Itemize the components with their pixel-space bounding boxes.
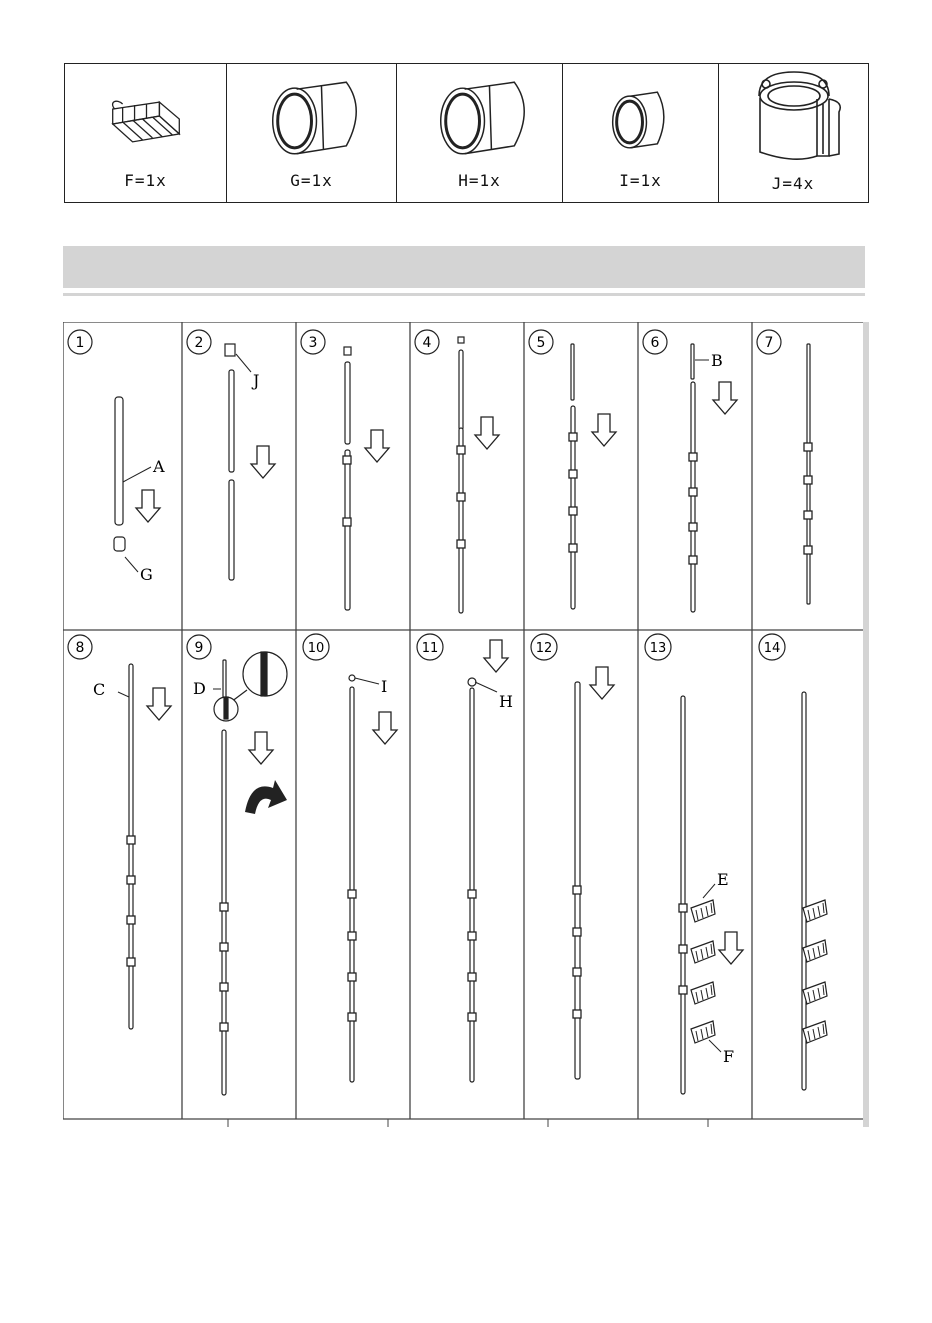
callout-label: B bbox=[711, 351, 723, 370]
step-number: 13 bbox=[649, 641, 667, 656]
callout-label: D bbox=[193, 679, 206, 698]
large-connector-icon bbox=[397, 64, 562, 174]
step-number: 3 bbox=[308, 335, 318, 351]
callout-label: A bbox=[153, 457, 165, 476]
large-connector-icon bbox=[227, 64, 396, 174]
part-cell-g bbox=[227, 64, 397, 202]
parts-table bbox=[64, 63, 869, 203]
small-connector-icon bbox=[563, 64, 718, 174]
step-number: 6 bbox=[650, 335, 660, 351]
part-cell-f bbox=[65, 64, 227, 202]
callout-label: G bbox=[140, 565, 153, 584]
callout-label: I bbox=[381, 677, 388, 696]
section-header-band bbox=[63, 246, 865, 288]
part-label: F=1x bbox=[124, 171, 167, 190]
callout-label: C bbox=[93, 680, 106, 699]
callout-label: F bbox=[723, 1047, 735, 1066]
part-cell-h bbox=[397, 64, 563, 202]
step-number: 11 bbox=[421, 641, 439, 656]
step-number: 9 bbox=[194, 640, 204, 656]
step-number: 12 bbox=[535, 641, 553, 656]
step-number: 1 bbox=[75, 335, 85, 351]
part-label: G=1x bbox=[290, 171, 333, 190]
steps-frame bbox=[63, 322, 869, 1127]
step-number: 7 bbox=[764, 335, 774, 351]
clamp-icon bbox=[719, 64, 867, 174]
part-label: H=1x bbox=[458, 171, 501, 190]
callout-label: E bbox=[717, 870, 729, 889]
step-number: 14 bbox=[763, 641, 781, 656]
step-number: 10 bbox=[307, 641, 325, 656]
basket-icon bbox=[65, 64, 226, 174]
step-number: 2 bbox=[194, 335, 204, 351]
callout-label: H bbox=[499, 692, 513, 711]
assembly-steps-grid bbox=[63, 322, 869, 1127]
part-label: J=4x bbox=[771, 174, 815, 193]
part-label: I=1x bbox=[619, 171, 662, 190]
step-number: 8 bbox=[75, 640, 85, 656]
part-cell-i bbox=[563, 64, 719, 202]
section-divider bbox=[63, 293, 865, 296]
step-number: 5 bbox=[536, 335, 546, 351]
step-number: 4 bbox=[422, 335, 432, 351]
part-cell-j bbox=[719, 64, 867, 202]
callout-label: J bbox=[253, 371, 260, 390]
